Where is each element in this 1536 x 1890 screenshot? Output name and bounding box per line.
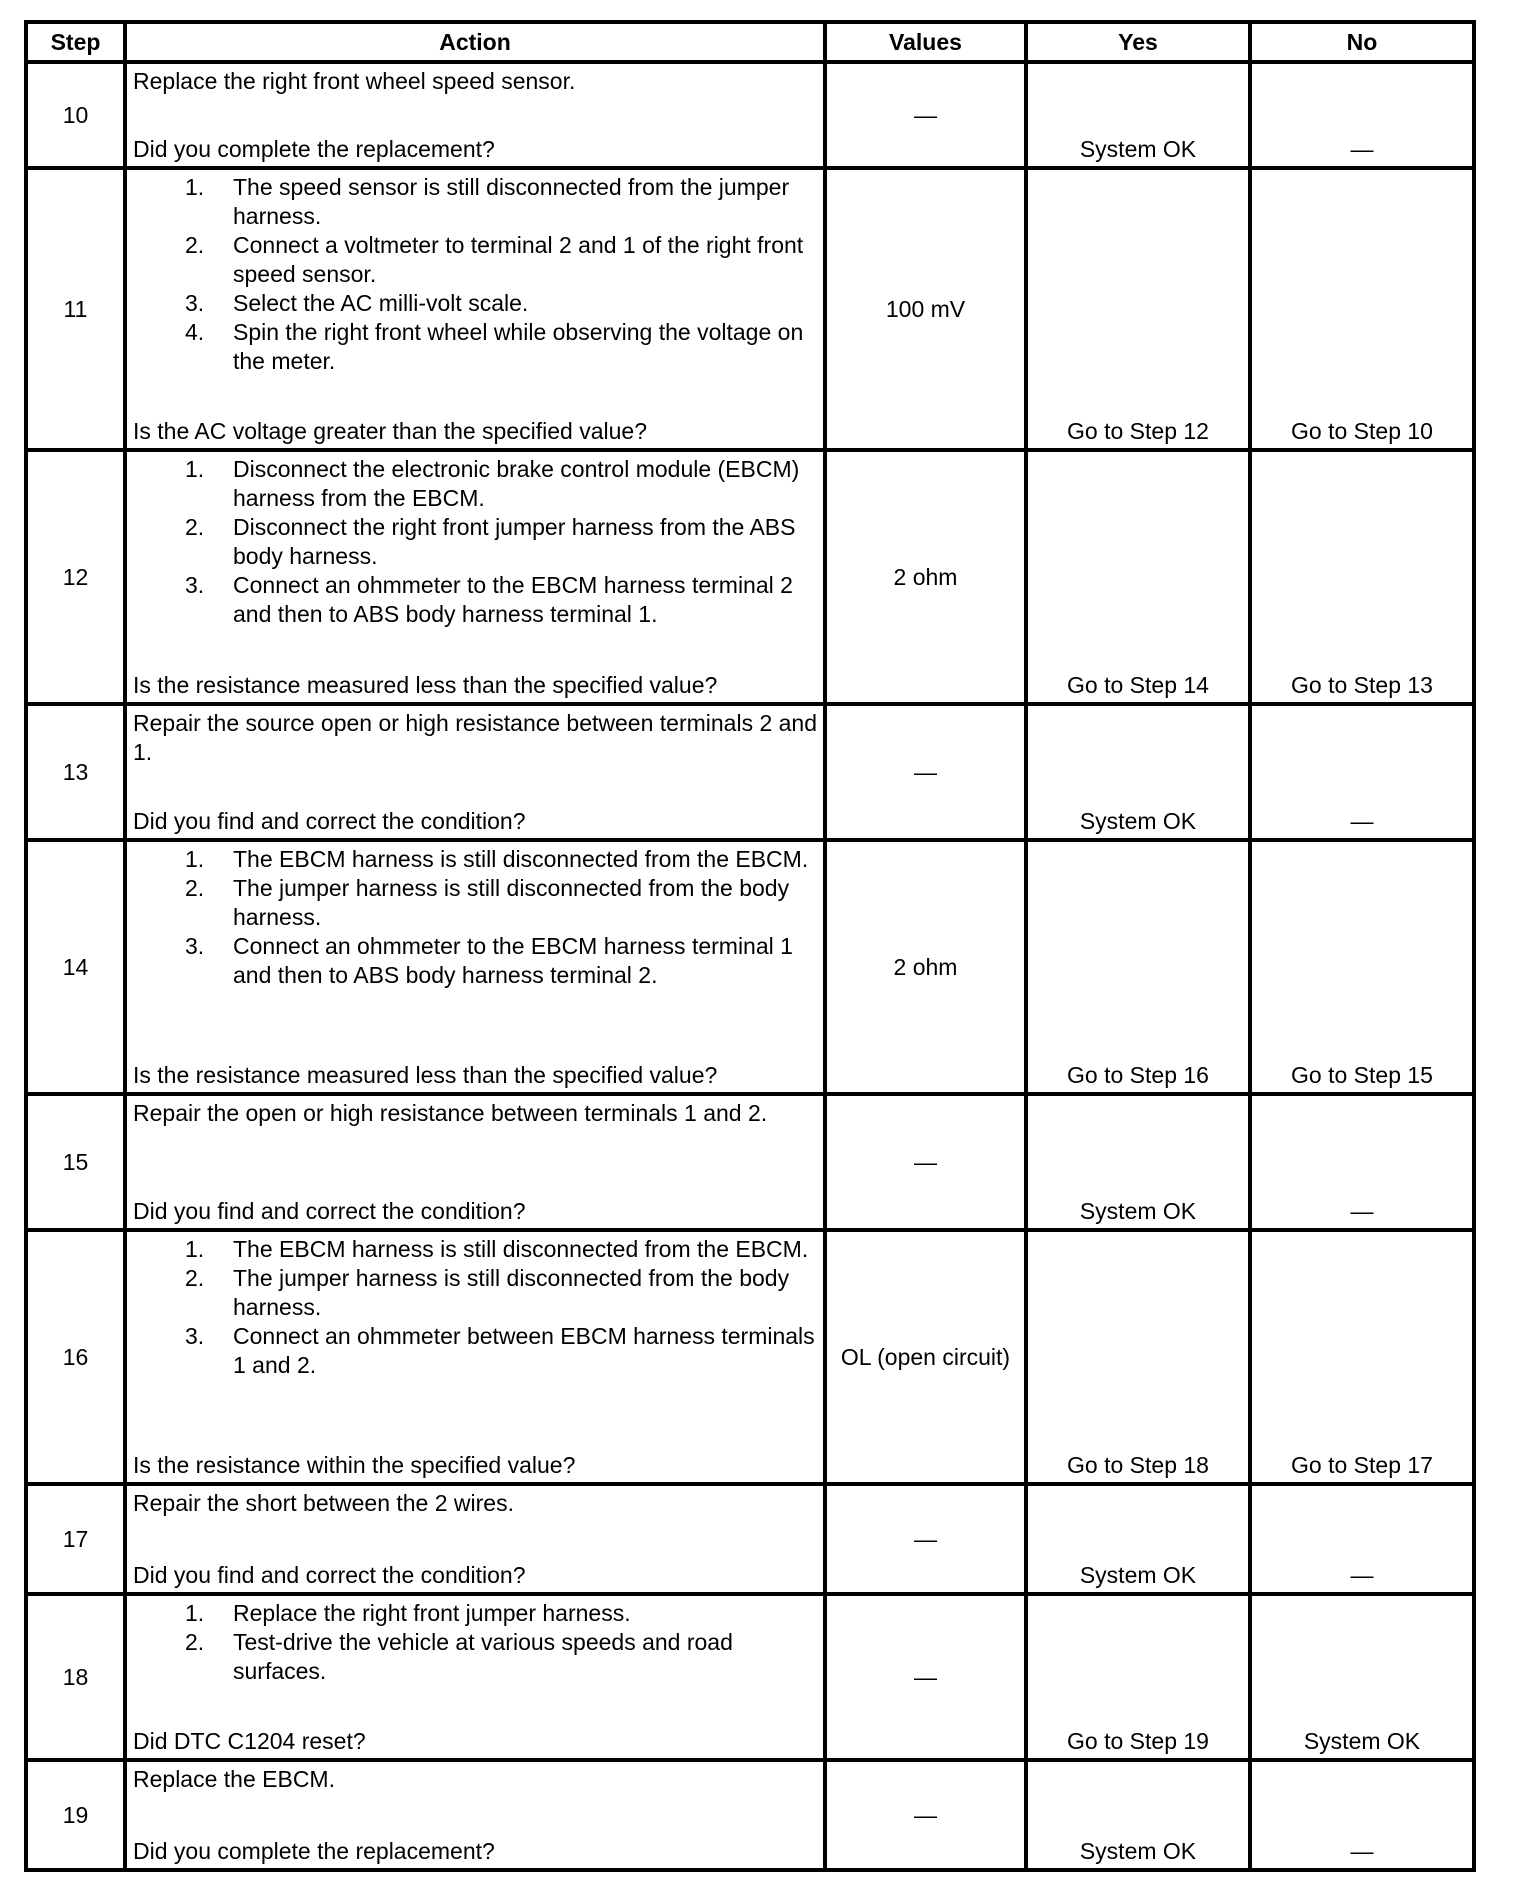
value-cell: —: [825, 62, 1026, 168]
value-cell: —: [825, 1094, 1026, 1230]
yes-result-text: Go to Step 12: [1067, 418, 1209, 444]
value-cell: 2 ohm: [825, 840, 1026, 1094]
no-result: [1250, 1594, 1474, 1760]
diagnostic-table: [24, 20, 1476, 1872]
action-text: Repair the short between the 2 wires.: [133, 1490, 514, 1516]
no-result: [1250, 168, 1474, 450]
no-result-text: —: [1350, 1198, 1374, 1224]
list-item-number: 3.: [185, 572, 205, 598]
step-number: 16: [26, 1230, 125, 1484]
value-cell: —: [825, 704, 1026, 840]
table-row: [26, 1760, 1474, 1870]
list-item-number: 2.: [185, 1629, 205, 1655]
list-item: [133, 932, 817, 990]
no-result-text: Go to Step 13: [1291, 672, 1433, 698]
yes-result: [1026, 704, 1250, 840]
yes-result: [1026, 168, 1250, 450]
no-result: [1250, 704, 1474, 840]
list-item-number: 2.: [185, 514, 205, 540]
list-item-text: Disconnect the right front jumper harness from the ABS body harness.: [233, 514, 796, 569]
list-item-number: 2.: [185, 875, 205, 901]
list-item: [133, 455, 817, 513]
table-row: [26, 62, 1474, 168]
list-item-text: Replace the right front jumper harness.: [233, 1600, 631, 1626]
list-item: [133, 318, 817, 376]
step-number: 13: [26, 704, 125, 840]
yes-result: [1026, 1594, 1250, 1760]
no-result-text: —: [1350, 136, 1374, 162]
table-row: [26, 168, 1474, 450]
action-steps-list: [133, 173, 817, 376]
list-item-text: Connect an ohmmeter between EBCM harness terminals 1 and 2.: [233, 1323, 815, 1378]
yes-result: [1026, 1230, 1250, 1484]
action-question: Is the AC voltage greater than the specified value?: [133, 418, 647, 444]
list-item: [133, 513, 817, 571]
yes-result: [1026, 1760, 1250, 1870]
list-item-text: Connect a voltmeter to terminal 2 and 1 of the right front speed sensor.: [233, 232, 804, 287]
action-text: Repair the source open or high resistance between terminals 2 and 1.: [133, 710, 818, 765]
list-item-number: 2.: [185, 232, 205, 258]
action-cell: [125, 1484, 825, 1594]
yes-result: [1026, 840, 1250, 1094]
list-item: [133, 1322, 817, 1380]
value-cell: —: [825, 1594, 1026, 1760]
action-cell: [125, 1230, 825, 1484]
list-item: [133, 173, 817, 231]
list-item-text: Connect an ohmmeter to the EBCM harness terminal 1 and then to ABS body harness terminal 2.: [233, 933, 793, 988]
table-row: [26, 1094, 1474, 1230]
action-steps-list: [133, 455, 817, 629]
list-item-number: 1.: [185, 1600, 205, 1626]
action-cell: [125, 450, 825, 704]
action-question: Is the resistance within the specified value?: [133, 1452, 576, 1478]
list-item-number: 4.: [185, 319, 205, 345]
header-no: No: [1250, 22, 1474, 62]
value-cell: 2 ohm: [825, 450, 1026, 704]
action-question: Did you find and correct the condition?: [133, 1562, 526, 1588]
list-item-text: The jumper harness is still disconnected from the body harness.: [233, 875, 790, 930]
action-steps-list: [133, 1235, 817, 1380]
action-steps-list: [133, 1599, 817, 1686]
action-question: Did you find and correct the condition?: [133, 1198, 526, 1224]
yes-result-text: System OK: [1079, 136, 1197, 162]
yes-result: [1026, 450, 1250, 704]
action-cell: [125, 704, 825, 840]
value-cell: —: [825, 1484, 1026, 1594]
list-item-text: Disconnect the electronic brake control module (EBCM) harness from the EBCM.: [233, 456, 800, 511]
list-item: [133, 571, 817, 629]
list-item: [133, 845, 817, 874]
list-item: [133, 1599, 817, 1628]
list-item-number: 3.: [185, 290, 205, 316]
list-item-text: Spin the right front wheel while observing the voltage on the meter.: [233, 319, 804, 374]
list-item-number: 1.: [185, 174, 205, 200]
no-result-text: Go to Step 15: [1291, 1062, 1433, 1088]
no-result-text: Go to Step 10: [1291, 418, 1433, 444]
list-item-number: 3.: [185, 1323, 205, 1349]
list-item-number: 1.: [185, 846, 205, 872]
no-result-text: —: [1350, 1838, 1374, 1864]
yes-result-text: Go to Step 19: [1067, 1728, 1209, 1754]
header-action: Action: [125, 22, 825, 62]
action-question: Is the resistance measured less than the specified value?: [133, 672, 718, 698]
no-result-text: System OK: [1303, 1728, 1421, 1754]
step-number: 15: [26, 1094, 125, 1230]
no-result-text: —: [1350, 808, 1374, 834]
action-cell: [125, 1760, 825, 1870]
value-cell: —: [825, 1760, 1026, 1870]
table-row: [26, 840, 1474, 1094]
list-item: [133, 1235, 817, 1264]
action-text: Replace the EBCM.: [133, 1766, 335, 1792]
action-text: Replace the right front wheel speed sensor.: [133, 68, 576, 94]
yes-result-text: System OK: [1079, 808, 1197, 834]
header-row: [26, 22, 1474, 62]
action-question: Did you find and correct the condition?: [133, 808, 526, 834]
list-item-text: Connect an ohmmeter to the EBCM harness terminal 2 and then to ABS body harness terminal 1.: [233, 572, 793, 627]
list-item: [133, 1628, 817, 1686]
list-item-number: 2.: [185, 1265, 205, 1291]
list-item-text: The jumper harness is still disconnected from the body harness.: [233, 1265, 790, 1320]
list-item-number: 1.: [185, 1236, 205, 1262]
yes-result: [1026, 62, 1250, 168]
action-cell: [125, 1594, 825, 1760]
no-result: [1250, 1760, 1474, 1870]
step-number: 17: [26, 1484, 125, 1594]
no-result: [1250, 1230, 1474, 1484]
no-result: [1250, 450, 1474, 704]
header-yes: Yes: [1026, 22, 1250, 62]
yes-result: [1026, 1094, 1250, 1230]
action-cell: [125, 62, 825, 168]
table-row: [26, 704, 1474, 840]
list-item-number: 3.: [185, 933, 205, 959]
action-cell: [125, 1094, 825, 1230]
step-number: 12: [26, 450, 125, 704]
table-row: [26, 450, 1474, 704]
no-result: [1250, 1094, 1474, 1230]
list-item: [133, 874, 817, 932]
action-text: Repair the open or high resistance between terminals 1 and 2.: [133, 1100, 768, 1126]
table-row: [26, 1230, 1474, 1484]
no-result-text: —: [1350, 1562, 1374, 1588]
action-cell: [125, 840, 825, 1094]
list-item-text: Test-drive the vehicle at various speeds and road surfaces.: [233, 1629, 733, 1684]
no-result: [1250, 840, 1474, 1094]
value-cell: OL (open circuit): [825, 1230, 1026, 1484]
list-item: [133, 1264, 817, 1322]
no-result: [1250, 62, 1474, 168]
list-item: [133, 289, 817, 318]
header-step: Step: [26, 22, 125, 62]
list-item: [133, 231, 817, 289]
list-item-text: The EBCM harness is still disconnected from the EBCM.: [233, 846, 809, 872]
action-question: Did DTC C1204 reset?: [133, 1728, 366, 1754]
yes-result-text: System OK: [1079, 1838, 1197, 1864]
list-item-text: Select the AC milli-volt scale.: [233, 290, 529, 316]
action-question: Did you complete the replacement?: [133, 136, 495, 162]
action-steps-list: [133, 845, 817, 990]
list-item-text: The EBCM harness is still disconnected from the EBCM.: [233, 1236, 809, 1262]
yes-result: [1026, 1484, 1250, 1594]
no-result: [1250, 1484, 1474, 1594]
action-question: Is the resistance measured less than the specified value?: [133, 1062, 718, 1088]
yes-result-text: Go to Step 16: [1067, 1062, 1209, 1088]
yes-result-text: System OK: [1079, 1198, 1197, 1224]
yes-result-text: Go to Step 18: [1067, 1452, 1209, 1478]
yes-result-text: Go to Step 14: [1067, 672, 1209, 698]
value-cell: 100 mV: [825, 168, 1026, 450]
header-values: Values: [825, 22, 1026, 62]
no-result-text: Go to Step 17: [1291, 1452, 1433, 1478]
action-cell: [125, 168, 825, 450]
step-number: 10: [26, 62, 125, 168]
step-number: 19: [26, 1760, 125, 1870]
table-row: [26, 1594, 1474, 1760]
yes-result-text: System OK: [1079, 1562, 1197, 1588]
step-number: 11: [26, 168, 125, 450]
list-item-number: 1.: [185, 456, 205, 482]
table-row: [26, 1484, 1474, 1594]
step-number: 14: [26, 840, 125, 1094]
step-number: 18: [26, 1594, 125, 1760]
list-item-text: The speed sensor is still disconnected from the jumper harness.: [233, 174, 790, 229]
action-question: Did you complete the replacement?: [133, 1838, 495, 1864]
